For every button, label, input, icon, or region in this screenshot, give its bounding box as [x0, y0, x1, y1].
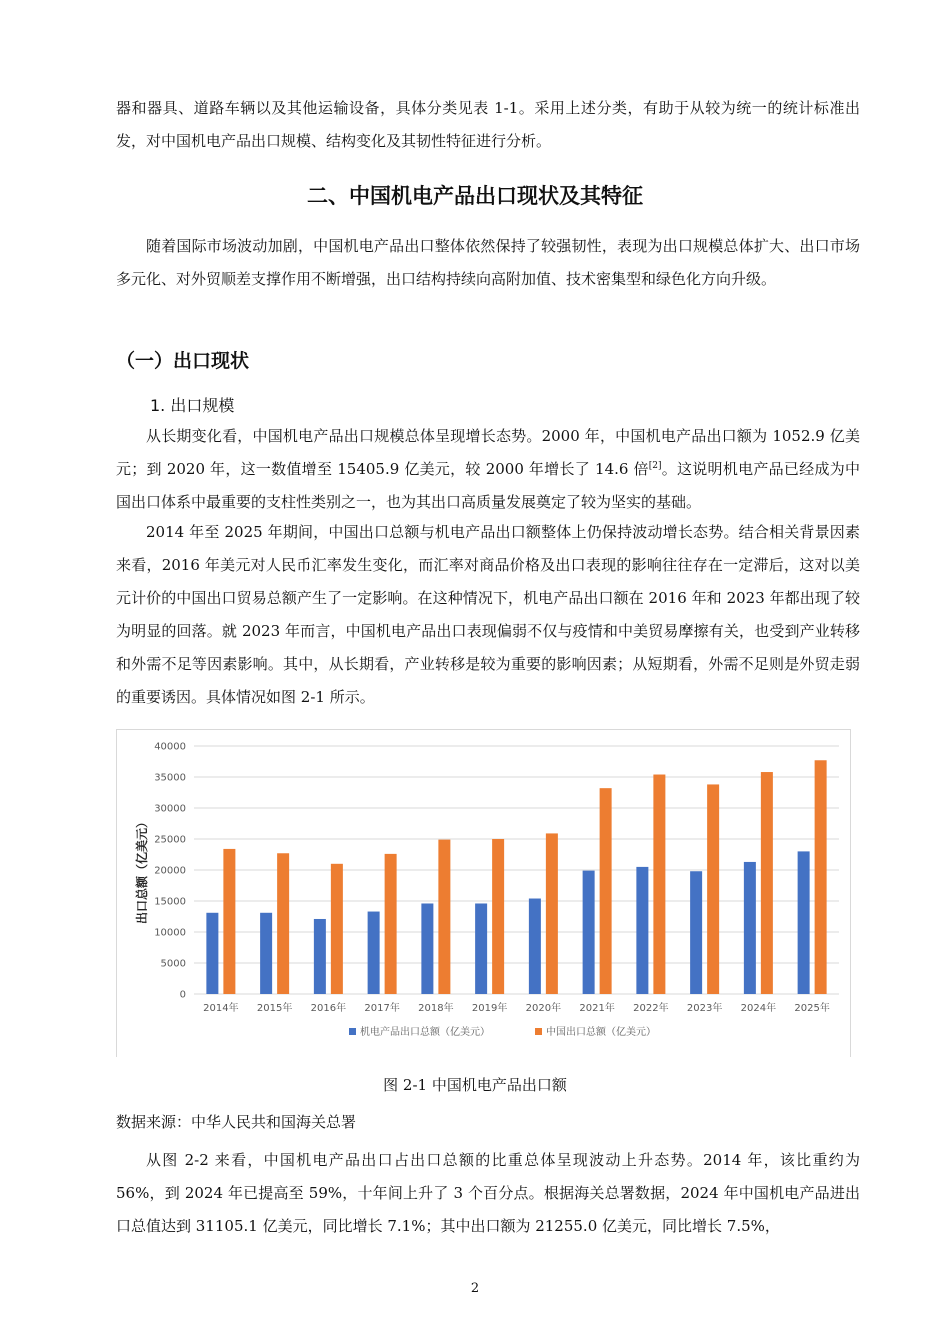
y-tick-label: 35000 [154, 772, 186, 784]
bar-electromechanical-export [314, 919, 326, 994]
x-tick-label: 2024年 [740, 1003, 777, 1014]
bar-electromechanical-export [260, 913, 272, 994]
y-tick-label: 15000 [154, 896, 186, 908]
y-tick-label: 5000 [160, 958, 186, 970]
bar-total-export [815, 760, 827, 994]
bar-total-export [546, 833, 558, 994]
bar-electromechanical-export [368, 912, 380, 994]
bar-electromechanical-export [421, 903, 433, 994]
export-bar-chart [117, 730, 852, 1058]
subsection-heading: （一）出口现状 [116, 350, 250, 372]
bar-total-export [223, 849, 235, 994]
bar-total-export [761, 772, 773, 994]
y-tick-label: 0 [179, 989, 186, 1001]
bar-electromechanical-export [636, 867, 648, 994]
figure-chart-frame [116, 729, 851, 1057]
citation-reference[interactable]: [2] [648, 461, 662, 471]
legend-label: 机电产品出口总额（亿美元） [360, 1027, 490, 1038]
bar-total-export [492, 839, 504, 994]
bar-total-export [438, 840, 450, 994]
y-tick-label: 10000 [154, 927, 186, 939]
x-tick-label: 2023年 [686, 1003, 723, 1014]
page-number: 2 [470, 1281, 480, 1296]
y-tick-label: 30000 [154, 803, 186, 815]
y-tick-label: 25000 [154, 834, 186, 846]
bar-total-export [653, 775, 665, 994]
bar-electromechanical-export [798, 851, 810, 994]
y-tick-label: 40000 [154, 741, 186, 753]
y-tick-label: 20000 [154, 865, 186, 877]
bar-total-export [331, 864, 343, 994]
paragraph-export-scale [116, 420, 860, 519]
x-tick-label: 2025年 [794, 1003, 830, 1014]
x-tick-label: 2017年 [364, 1003, 400, 1014]
bar-electromechanical-export [744, 862, 756, 994]
x-tick-label: 2021年 [579, 1003, 615, 1014]
x-tick-label: 2015年 [256, 1003, 293, 1014]
paragraph-section-intro: 随着国际市场波动加剧，中国机电产品出口整体依然保持了较强韧性，表现为出口规模总体扩大、出口市场多元化、对外贸顺差支撑作用不断增强，出口结构持续向高附加值、技术密集型和绿色化方向升级。 [116, 237, 860, 288]
paragraph-export-scale-text-b: 。这说明机电产品已经成为中国出口体系中最重要的支柱性类别之一，也为其出口高质量发展奠定了较为坚实的基础。 [116, 460, 860, 511]
y-axis-label: 出口总额（亿美元） [135, 815, 149, 925]
x-tick-label: 2019年 [471, 1003, 508, 1014]
x-tick-label: 2020年 [525, 1003, 562, 1014]
subsubsection-heading: 1. 出口规模 [150, 396, 235, 415]
x-tick-label: 2014年 [203, 1003, 239, 1014]
bar-electromechanical-export [529, 899, 541, 994]
bar-total-export [385, 854, 397, 994]
x-tick-label: 2018年 [418, 1003, 454, 1014]
paragraph-2014-2025-trend: 2014 年至 2025 年期间，中国出口总额与机电产品出口额整体上仍保持波动增长态势。结合相关背景因素来看，2016 年美元对人民币汇率发生变化，而汇率对商品价格及出口表现的影响往往存在一定滞后，这对以美元计价的中国出口贸易总额产生了一定影响。在这种情况下，机电产品出口额在 2016 年和 2023 年都出现了较为明显的回落。就 2023 年而言，中国机电产品出口表现偏弱不仅与疫情和中美贸易摩擦有关，也受到产业转移和外需不足等因素影响。其中，从长期看，产业转移是较为重要的影响因素；从短期看，外需不足则是外贸走弱的重要诱因。具体情况如图 2-1 所示。 [116, 523, 860, 706]
figure-caption: 图 2-1 中国机电产品出口额 [383, 1076, 567, 1094]
paragraph-export-scale-text-a: 从长期变化看，中国机电产品出口规模总体呈现增长态势。2000 年，中国机电产品出口额为 1052.9 亿美元；到 2020 年，这一数值增至 15405.9 亿美元，较 2000 年增长了 14.6 倍 [116, 427, 860, 478]
bar-electromechanical-export [206, 913, 218, 994]
section-heading: 二、中国机电产品出口现状及其特征 [307, 184, 643, 208]
paragraph-share-trend: 从图 2-2 来看，中国机电产品出口占出口总额的比重总体呈现波动上升态势。2014 年，该比重约为 56%，到 2024 年已提高至 59%，十年间上升了 3 个百分点。根据海关总署数据，2024 年中国机电产品进出口总值达到 31105.1 亿美元，同比增长 7.1%；其中出口额为 21255.0 亿美元，同比增长 7.5%， [116, 1151, 860, 1235]
data-source-note: 数据来源：中华人民共和国海关总署 [116, 1113, 357, 1131]
legend-label: 中国出口总额（亿美元） [546, 1027, 656, 1038]
bar-electromechanical-export [583, 871, 595, 994]
bar-total-export [600, 788, 612, 994]
x-tick-label: 2022年 [633, 1003, 669, 1014]
x-tick-label: 2016年 [310, 1003, 347, 1014]
legend-swatch [535, 1028, 542, 1035]
bar-electromechanical-export [475, 903, 487, 994]
paragraph-intro-continuation: 器和器具、道路车辆以及其他运输设备，具体分类见表 1-1。采用上述分类，有助于从较为统一的统计标准出发，对中国机电产品出口规模、结构变化及其韧性特征进行分析。 [116, 99, 860, 150]
bar-total-export [277, 853, 289, 994]
legend-swatch [349, 1028, 356, 1035]
bar-electromechanical-export [690, 871, 702, 994]
bar-total-export [707, 784, 719, 994]
